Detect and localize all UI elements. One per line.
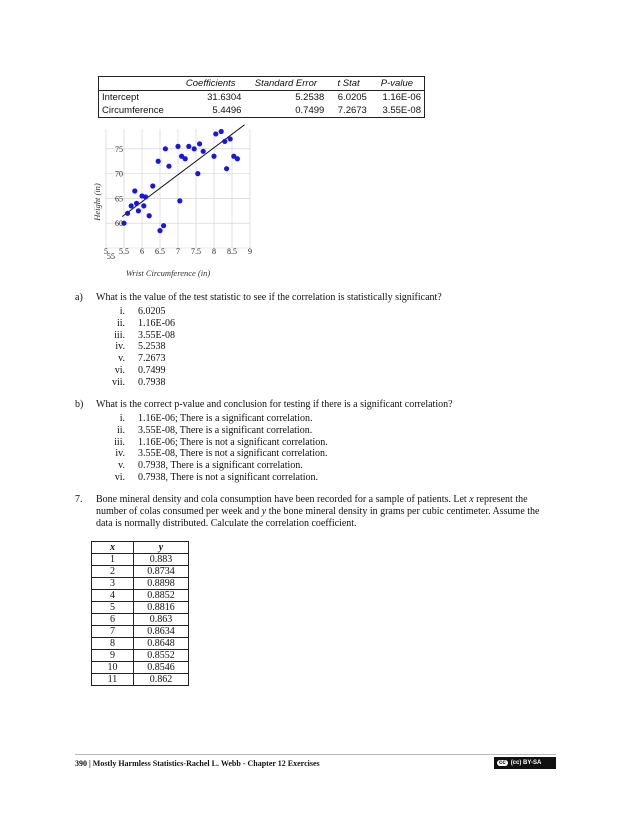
table-row: [92, 650, 189, 662]
cc-license-text: (cc) BY-SA: [510, 760, 542, 766]
x-tick-label: 7.5: [191, 247, 201, 256]
y-cell: 0.863: [134, 614, 189, 626]
y-cell: 0.862: [134, 674, 189, 686]
x-cell: 2: [92, 566, 134, 578]
question-label: 7.: [75, 494, 83, 505]
y-cell: 0.883: [134, 554, 189, 566]
option-text: 0.7938, There is not a significant correlation.: [138, 471, 319, 483]
option-number: i.: [119, 413, 125, 424]
data-point: [235, 156, 240, 161]
data-point: [177, 198, 182, 203]
option-number: vi.: [114, 364, 125, 376]
data-point: [156, 159, 161, 164]
data-point: [195, 171, 200, 176]
data-point: [125, 211, 130, 216]
answer-option: [75, 377, 555, 389]
x-cell: 7: [92, 626, 134, 638]
data-point: [228, 136, 233, 141]
x-tick-label: 6: [140, 247, 144, 256]
question-a: [75, 292, 555, 389]
option-text: 5.2538: [138, 341, 166, 353]
reg-cell: 7.2673: [327, 104, 370, 118]
answer-option: [75, 425, 555, 437]
question-label: b): [75, 399, 84, 410]
option-text: 1.16E-06; There is a significant correlation.: [138, 413, 313, 424]
x-cell: 5: [92, 602, 134, 614]
data-point: [219, 129, 224, 134]
data-point: [211, 154, 216, 159]
reg-row-label: Intercept: [99, 91, 178, 105]
x-cell: 1: [92, 554, 134, 566]
x-cell: 10: [92, 662, 134, 674]
data-point: [163, 146, 168, 151]
table-row: [92, 566, 189, 578]
answer-option: [75, 330, 555, 342]
x-cell: 9: [92, 650, 134, 662]
option-text: 3.55E-08, There is not a significant correlation.: [138, 448, 328, 460]
reg-cell: 0.7499: [244, 104, 327, 118]
table-row: [92, 638, 189, 650]
reg-cell: 3.55E-08: [370, 104, 425, 118]
xy-header-y: y: [134, 542, 189, 554]
y-cell: 0.8734: [134, 566, 189, 578]
option-number: v.: [118, 353, 125, 365]
scatter-plot: [88, 124, 258, 282]
reg-header-coefficients: Coefficients: [177, 77, 244, 91]
footer-rule: [75, 754, 556, 755]
answer-option: [75, 365, 555, 377]
table-row: [92, 578, 189, 590]
x-cell: 4: [92, 590, 134, 602]
answer-option: [75, 341, 555, 353]
table-row: [92, 626, 189, 638]
table-row: [92, 590, 189, 602]
option-number: iii.: [114, 329, 125, 341]
table-row: [92, 554, 189, 566]
option-text: 0.7938, There is a significant correlation.: [138, 460, 303, 472]
answer-option: [75, 413, 555, 425]
y-cell: 0.8648: [134, 638, 189, 650]
x-cell: 3: [92, 578, 134, 590]
x-cell: 8: [92, 638, 134, 650]
answer-option: [75, 437, 555, 449]
option-number: i.: [119, 306, 125, 317]
answer-option: [75, 460, 555, 472]
y-tick-label: 75: [115, 144, 123, 154]
y-tick-label: 60: [115, 219, 123, 229]
y-cell: 0.8852: [134, 590, 189, 602]
answer-option: [75, 306, 555, 318]
reg-cell: 31.6304: [207, 92, 242, 103]
option-text: 1.16E-06; There is not a significant correlation.: [138, 436, 328, 448]
reg-header-p-value: P-value: [370, 77, 425, 91]
question-b: [75, 399, 555, 484]
reg-header-std-error: Standard Error: [244, 77, 327, 91]
x-axis-label: Wrist Circumference (in): [125, 268, 211, 278]
option-text: 1.16E-06: [138, 317, 175, 329]
option-number: iv.: [115, 448, 125, 460]
option-text: 0.7938: [138, 376, 166, 388]
reg-row-label: Circumference: [99, 104, 178, 118]
option-number: v.: [118, 460, 125, 472]
x-tick-label: 6.5: [155, 247, 165, 256]
y-axis-label: Height (in): [92, 183, 102, 221]
option-number: iii.: [114, 436, 125, 448]
data-point: [141, 203, 146, 208]
option-number: ii.: [116, 317, 125, 329]
option-text: 0.7499: [138, 364, 166, 376]
y-tick-label: 55: [107, 252, 115, 261]
x-tick-label: 5.5: [119, 247, 129, 256]
footer-text: 390 | Mostly Harmless Statistics-Rachel L. Webb - Chapter 12 Exercises: [75, 759, 320, 768]
y-cell: 0.8898: [134, 578, 189, 590]
table-row: [92, 662, 189, 674]
x-cell: 11: [92, 674, 134, 686]
x-tick-label: 5: [104, 247, 108, 256]
option-number: vii.: [111, 376, 125, 388]
data-point: [175, 144, 180, 149]
regression-table: [98, 76, 425, 118]
data-point: [224, 166, 229, 171]
option-number: iv.: [115, 341, 125, 353]
cc-icon: cc: [499, 760, 506, 766]
x-tick-label: 8: [212, 247, 216, 256]
question-text: Bone mineral density and cola consumption have been recorded for a sample of patients. Let x represent the number of colas consumed per week and y the bone mineral density in grams per cubic centimeter. Assume the data is normally distributed. Calculate the correlation coefficient.: [96, 494, 540, 529]
option-text: 7.2673: [138, 353, 166, 365]
y-cell: 0.8546: [134, 662, 189, 674]
answer-option: [75, 472, 555, 484]
option-number: ii.: [116, 424, 125, 436]
y-tick-label: 70: [115, 169, 123, 179]
option-number: vi.: [114, 471, 125, 483]
data-point: [197, 141, 202, 146]
option-text: 6.0205: [138, 306, 166, 317]
option-text: 3.55E-08, There is a significant correlation.: [138, 424, 313, 436]
x-tick-label: 9: [248, 247, 252, 256]
question-label: a): [75, 292, 83, 303]
answer-option: [75, 318, 555, 330]
y-cell: 0.8816: [134, 602, 189, 614]
data-point: [143, 194, 148, 199]
y-cell: 0.8634: [134, 626, 189, 638]
data-point: [157, 228, 162, 233]
xy-data-table: [91, 541, 189, 686]
data-point: [186, 144, 191, 149]
question-7: [75, 494, 555, 530]
y-cell: 0.8552: [134, 650, 189, 662]
data-point: [166, 164, 171, 169]
y-tick-label: 65: [115, 194, 123, 204]
table-row: [92, 602, 189, 614]
data-point: [129, 203, 134, 208]
reg-cell: 1.16E-06: [370, 91, 425, 105]
data-point: [213, 131, 218, 136]
answer-option: [75, 448, 555, 460]
xy-header-x: x: [92, 542, 134, 554]
x-tick-label: 8.5: [227, 247, 237, 256]
data-point: [201, 149, 206, 154]
data-point: [134, 201, 139, 206]
data-point: [136, 208, 141, 213]
data-point: [147, 213, 152, 218]
question-text: What is the correct p-value and conclusion for testing if there is a significant correlation?: [96, 399, 453, 410]
data-point: [161, 223, 166, 228]
data-point: [183, 156, 188, 161]
question-text: What is the value of the test statistic to see if the correlation is statistically significant?: [96, 292, 442, 303]
table-row: [92, 614, 189, 626]
data-point: [150, 183, 155, 188]
x-cell: 6: [92, 614, 134, 626]
reg-cell: 5.4496: [177, 104, 244, 118]
reg-header-blank: [99, 77, 178, 91]
table-row: [92, 674, 189, 686]
data-point: [192, 146, 197, 151]
reg-cell: 5.2538: [295, 92, 325, 103]
answer-option: [75, 353, 555, 365]
data-point: [222, 139, 227, 144]
x-tick-label: 7: [176, 247, 180, 256]
reg-header-t-stat: t Stat: [327, 77, 370, 91]
reg-cell: 6.0205: [337, 92, 367, 103]
cc-license-badge: [494, 757, 556, 769]
option-text: 3.55E-08: [138, 329, 175, 341]
data-point: [132, 188, 137, 193]
